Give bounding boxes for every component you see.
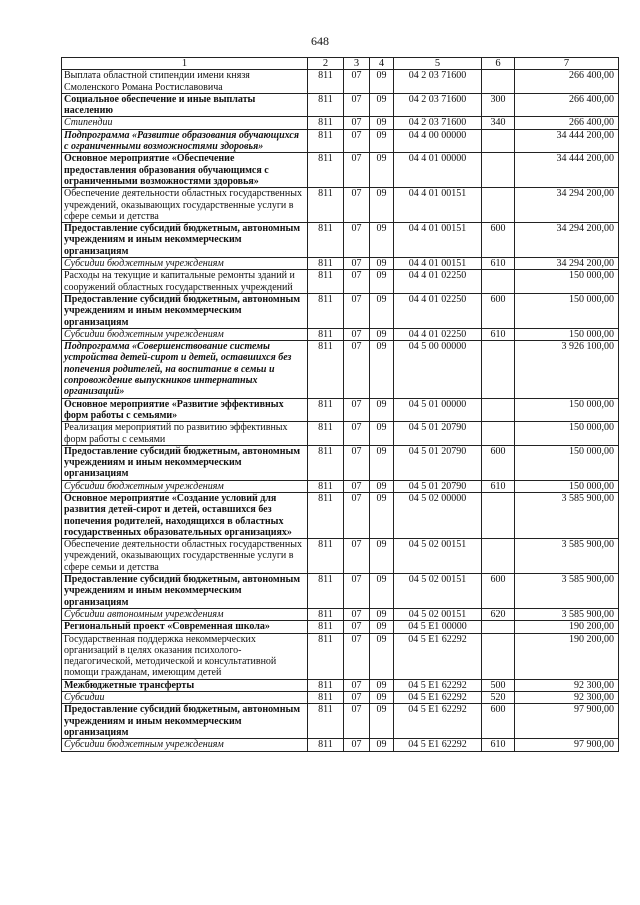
col-subsection: 09 bbox=[370, 328, 394, 340]
col-section: 07 bbox=[344, 117, 370, 129]
col-expense-type: 500 bbox=[482, 679, 515, 691]
col-section: 07 bbox=[344, 704, 370, 739]
col-subsection: 09 bbox=[370, 398, 394, 422]
table-row bbox=[62, 692, 619, 704]
col-amount: 190 200,00 bbox=[515, 621, 619, 633]
col-subsection: 09 bbox=[370, 93, 394, 117]
col-target-article: 04 5 02 00151 bbox=[394, 574, 482, 609]
col-subsection: 09 bbox=[370, 608, 394, 620]
col-expense-type: 600 bbox=[482, 704, 515, 739]
col-expense-type: 600 bbox=[482, 223, 515, 258]
col-expense-type: 610 bbox=[482, 480, 515, 492]
row-name: Предоставление субсидий бюджетным, автономным учреждениям и иным некоммерческим организациям bbox=[62, 704, 308, 739]
col-section: 07 bbox=[344, 93, 370, 117]
table-row bbox=[62, 258, 619, 270]
col-expense-type bbox=[482, 70, 515, 94]
col-amount: 97 900,00 bbox=[515, 704, 619, 739]
col-section: 07 bbox=[344, 679, 370, 691]
table-row bbox=[62, 153, 619, 188]
col-target-article: 04 5 00 00000 bbox=[394, 341, 482, 398]
col-amount: 150 000,00 bbox=[515, 328, 619, 340]
col-admin-code: 811 bbox=[308, 692, 344, 704]
col-expense-type: 620 bbox=[482, 608, 515, 620]
col-subsection: 09 bbox=[370, 258, 394, 270]
table-row bbox=[62, 117, 619, 129]
col-admin-code: 811 bbox=[308, 739, 344, 751]
table-header-row bbox=[62, 58, 619, 70]
col-admin-code: 811 bbox=[308, 539, 344, 574]
col-admin-code: 811 bbox=[308, 445, 344, 480]
table-row bbox=[62, 608, 619, 620]
col-subsection: 09 bbox=[370, 621, 394, 633]
col-section: 07 bbox=[344, 422, 370, 446]
col-amount: 150 000,00 bbox=[515, 445, 619, 480]
col-target-article: 04 5 02 00000 bbox=[394, 492, 482, 538]
col-admin-code: 811 bbox=[308, 223, 344, 258]
col-admin-code: 811 bbox=[308, 129, 344, 153]
col-amount: 97 900,00 bbox=[515, 739, 619, 751]
table-row bbox=[62, 679, 619, 691]
col-subsection: 09 bbox=[370, 223, 394, 258]
row-name: Выплата областной стипендии имени князя Смоленского Романа Ростиславовича bbox=[62, 70, 308, 94]
table-row bbox=[62, 445, 619, 480]
col-target-article: 04 2 03 71600 bbox=[394, 117, 482, 129]
row-name: Основное мероприятие «Создание условий для развития детей-сирот и детей, оставшихся без попечения родителей, находящихся в областных государственных образовательных организациях» bbox=[62, 492, 308, 538]
col-target-article: 04 4 01 00151 bbox=[394, 258, 482, 270]
table-row bbox=[62, 621, 619, 633]
table-row bbox=[62, 341, 619, 398]
col-expense-type: 610 bbox=[482, 258, 515, 270]
col-amount: 150 000,00 bbox=[515, 293, 619, 328]
row-name: Основное мероприятие «Развитие эффективных форм работы с семьями» bbox=[62, 398, 308, 422]
col-subsection: 09 bbox=[370, 341, 394, 398]
column-header: 1 bbox=[62, 58, 308, 70]
table-row bbox=[62, 129, 619, 153]
col-amount: 150 000,00 bbox=[515, 422, 619, 446]
col-admin-code: 811 bbox=[308, 704, 344, 739]
col-section: 07 bbox=[344, 539, 370, 574]
column-header: 7 bbox=[515, 58, 619, 70]
col-subsection: 09 bbox=[370, 539, 394, 574]
col-subsection: 09 bbox=[370, 692, 394, 704]
row-name: Обеспечение деятельности областных государственных учреждений, оказывающих государственные услуги в сфере семьи и детства bbox=[62, 188, 308, 223]
col-subsection: 09 bbox=[370, 492, 394, 538]
col-target-article: 04 5 E1 00000 bbox=[394, 621, 482, 633]
col-amount: 92 300,00 bbox=[515, 679, 619, 691]
col-amount: 3 585 900,00 bbox=[515, 574, 619, 609]
col-section: 07 bbox=[344, 328, 370, 340]
col-expense-type: 300 bbox=[482, 93, 515, 117]
col-target-article: 04 2 03 71600 bbox=[394, 93, 482, 117]
col-amount: 3 585 900,00 bbox=[515, 608, 619, 620]
col-amount: 150 000,00 bbox=[515, 480, 619, 492]
col-subsection: 09 bbox=[370, 293, 394, 328]
col-target-article: 04 5 E1 62292 bbox=[394, 704, 482, 739]
col-subsection: 09 bbox=[370, 70, 394, 94]
row-name: Подпрограмма «Совершенствование системы устройства детей-сирот и детей, оставшихся без попечения родителей, на воспитание в семьи и сопровождение выпускников интернатных организаций» bbox=[62, 341, 308, 398]
row-name: Предоставление субсидий бюджетным, автономным учреждениям и иным некоммерческим организациям bbox=[62, 574, 308, 609]
table-row bbox=[62, 270, 619, 294]
col-section: 07 bbox=[344, 739, 370, 751]
col-admin-code: 811 bbox=[308, 492, 344, 538]
col-subsection: 09 bbox=[370, 679, 394, 691]
col-section: 07 bbox=[344, 270, 370, 294]
col-admin-code: 811 bbox=[308, 188, 344, 223]
col-expense-type bbox=[482, 270, 515, 294]
table-row bbox=[62, 328, 619, 340]
row-name: Реализация мероприятий по развитию эффективных форм работы с семьями bbox=[62, 422, 308, 446]
row-name: Стипендии bbox=[62, 117, 308, 129]
col-expense-type bbox=[482, 153, 515, 188]
table-row bbox=[62, 70, 619, 94]
row-name: Предоставление субсидий бюджетным, автономным учреждениям и иным некоммерческим организациям bbox=[62, 293, 308, 328]
col-section: 07 bbox=[344, 445, 370, 480]
col-expense-type bbox=[482, 492, 515, 538]
row-name: Основное мероприятие «Обеспечение предоставления образования обучающимся с ограниченными возможностями здоровья» bbox=[62, 153, 308, 188]
col-admin-code: 811 bbox=[308, 480, 344, 492]
col-section: 07 bbox=[344, 341, 370, 398]
col-subsection: 09 bbox=[370, 270, 394, 294]
col-admin-code: 811 bbox=[308, 153, 344, 188]
col-amount: 266 400,00 bbox=[515, 117, 619, 129]
col-target-article: 04 4 01 02250 bbox=[394, 270, 482, 294]
col-section: 07 bbox=[344, 492, 370, 538]
col-subsection: 09 bbox=[370, 704, 394, 739]
row-name: Субсидии бюджетным учреждениям bbox=[62, 480, 308, 492]
col-admin-code: 811 bbox=[308, 679, 344, 691]
table-row bbox=[62, 188, 619, 223]
col-amount: 92 300,00 bbox=[515, 692, 619, 704]
col-section: 07 bbox=[344, 398, 370, 422]
table-row bbox=[62, 739, 619, 751]
col-admin-code: 811 bbox=[308, 422, 344, 446]
col-subsection: 09 bbox=[370, 129, 394, 153]
col-expense-type: 600 bbox=[482, 293, 515, 328]
row-name: Расходы на текущие и капитальные ремонты зданий и сооружений областных государственных учреждений bbox=[62, 270, 308, 294]
table-row bbox=[62, 293, 619, 328]
col-target-article: 04 4 01 00151 bbox=[394, 223, 482, 258]
row-name: Обеспечение деятельности областных государственных учреждений, оказывающих государственные услуги в сфере семьи и детства bbox=[62, 539, 308, 574]
table-row bbox=[62, 704, 619, 739]
column-header: 5 bbox=[394, 58, 482, 70]
table-row bbox=[62, 398, 619, 422]
col-target-article: 04 4 00 00000 bbox=[394, 129, 482, 153]
col-expense-type bbox=[482, 129, 515, 153]
col-expense-type bbox=[482, 621, 515, 633]
table-row bbox=[62, 633, 619, 679]
col-subsection: 09 bbox=[370, 633, 394, 679]
row-name: Субсидии bbox=[62, 692, 308, 704]
col-section: 07 bbox=[344, 188, 370, 223]
col-amount: 190 200,00 bbox=[515, 633, 619, 679]
col-target-article: 04 4 01 02250 bbox=[394, 328, 482, 340]
col-amount: 150 000,00 bbox=[515, 398, 619, 422]
col-admin-code: 811 bbox=[308, 608, 344, 620]
col-admin-code: 811 bbox=[308, 293, 344, 328]
col-subsection: 09 bbox=[370, 445, 394, 480]
row-name: Региональный проект «Современная школа» bbox=[62, 621, 308, 633]
column-header: 4 bbox=[370, 58, 394, 70]
row-name: Субсидии автономным учреждениям bbox=[62, 608, 308, 620]
col-target-article: 04 2 03 71600 bbox=[394, 70, 482, 94]
col-amount: 34 444 200,00 bbox=[515, 153, 619, 188]
col-target-article: 04 5 01 20790 bbox=[394, 422, 482, 446]
col-target-article: 04 5 02 00151 bbox=[394, 539, 482, 574]
col-section: 07 bbox=[344, 692, 370, 704]
col-expense-type bbox=[482, 539, 515, 574]
column-header: 2 bbox=[308, 58, 344, 70]
table-row bbox=[62, 480, 619, 492]
table-row bbox=[62, 422, 619, 446]
col-expense-type: 610 bbox=[482, 328, 515, 340]
col-section: 07 bbox=[344, 608, 370, 620]
col-amount: 34 444 200,00 bbox=[515, 129, 619, 153]
row-name: Государственная поддержка некоммерческих организаций в целях оказания психолого-педагогической, методической и консультативной помощи гражданам, имеющим детей bbox=[62, 633, 308, 679]
table-row bbox=[62, 574, 619, 609]
col-target-article: 04 4 01 02250 bbox=[394, 293, 482, 328]
col-expense-type bbox=[482, 422, 515, 446]
col-section: 07 bbox=[344, 70, 370, 94]
col-expense-type bbox=[482, 633, 515, 679]
column-header: 6 bbox=[482, 58, 515, 70]
budget-table bbox=[61, 57, 619, 752]
row-name: Социальное обеспечение и иные выплаты населению bbox=[62, 93, 308, 117]
col-admin-code: 811 bbox=[308, 70, 344, 94]
col-subsection: 09 bbox=[370, 574, 394, 609]
col-admin-code: 811 bbox=[308, 621, 344, 633]
col-target-article: 04 5 E1 62292 bbox=[394, 692, 482, 704]
col-section: 07 bbox=[344, 223, 370, 258]
col-subsection: 09 bbox=[370, 739, 394, 751]
col-target-article: 04 5 01 00000 bbox=[394, 398, 482, 422]
col-section: 07 bbox=[344, 258, 370, 270]
col-admin-code: 811 bbox=[308, 328, 344, 340]
col-admin-code: 811 bbox=[308, 633, 344, 679]
col-amount: 34 294 200,00 bbox=[515, 188, 619, 223]
row-name: Субсидии бюджетным учреждениям bbox=[62, 258, 308, 270]
col-target-article: 04 4 01 00000 bbox=[394, 153, 482, 188]
col-subsection: 09 bbox=[370, 153, 394, 188]
col-amount: 266 400,00 bbox=[515, 93, 619, 117]
col-amount: 266 400,00 bbox=[515, 70, 619, 94]
col-admin-code: 811 bbox=[308, 341, 344, 398]
col-target-article: 04 4 01 00151 bbox=[394, 188, 482, 223]
col-target-article: 04 5 01 20790 bbox=[394, 445, 482, 480]
col-expense-type: 600 bbox=[482, 574, 515, 609]
col-target-article: 04 5 02 00151 bbox=[394, 608, 482, 620]
table-row bbox=[62, 223, 619, 258]
col-expense-type: 340 bbox=[482, 117, 515, 129]
col-section: 07 bbox=[344, 621, 370, 633]
col-admin-code: 811 bbox=[308, 270, 344, 294]
col-expense-type: 520 bbox=[482, 692, 515, 704]
page-number: 648 bbox=[311, 34, 329, 48]
col-expense-type bbox=[482, 188, 515, 223]
column-header: 3 bbox=[344, 58, 370, 70]
table-row bbox=[62, 539, 619, 574]
row-name: Субсидии бюджетным учреждениям bbox=[62, 739, 308, 751]
col-expense-type: 600 bbox=[482, 445, 515, 480]
col-expense-type: 610 bbox=[482, 739, 515, 751]
col-subsection: 09 bbox=[370, 188, 394, 223]
col-target-article: 04 5 E1 62292 bbox=[394, 633, 482, 679]
row-name: Субсидии бюджетным учреждениям bbox=[62, 328, 308, 340]
col-subsection: 09 bbox=[370, 422, 394, 446]
col-target-article: 04 5 E1 62292 bbox=[394, 739, 482, 751]
col-subsection: 09 bbox=[370, 480, 394, 492]
col-admin-code: 811 bbox=[308, 574, 344, 609]
col-expense-type bbox=[482, 341, 515, 398]
col-admin-code: 811 bbox=[308, 93, 344, 117]
col-amount: 34 294 200,00 bbox=[515, 223, 619, 258]
col-section: 07 bbox=[344, 633, 370, 679]
col-amount: 3 585 900,00 bbox=[515, 539, 619, 574]
row-name: Межбюджетные трансферты bbox=[62, 679, 308, 691]
table-row bbox=[62, 492, 619, 538]
col-amount: 150 000,00 bbox=[515, 270, 619, 294]
col-amount: 34 294 200,00 bbox=[515, 258, 619, 270]
row-name: Предоставление субсидий бюджетным, автономным учреждениям и иным некоммерческим организациям bbox=[62, 445, 308, 480]
col-subsection: 09 bbox=[370, 117, 394, 129]
row-name: Предоставление субсидий бюджетным, автономным учреждениям и иным некоммерческим организациям bbox=[62, 223, 308, 258]
col-amount: 3 585 900,00 bbox=[515, 492, 619, 538]
col-section: 07 bbox=[344, 129, 370, 153]
row-name: Подпрограмма «Развитие образования обучающихся с ограниченными возможностями здоровья» bbox=[62, 129, 308, 153]
col-admin-code: 811 bbox=[308, 117, 344, 129]
col-target-article: 04 5 E1 62292 bbox=[394, 679, 482, 691]
col-section: 07 bbox=[344, 480, 370, 492]
col-target-article: 04 5 01 20790 bbox=[394, 480, 482, 492]
col-section: 07 bbox=[344, 293, 370, 328]
col-expense-type bbox=[482, 398, 515, 422]
col-admin-code: 811 bbox=[308, 398, 344, 422]
col-admin-code: 811 bbox=[308, 258, 344, 270]
col-section: 07 bbox=[344, 574, 370, 609]
col-amount: 3 926 100,00 bbox=[515, 341, 619, 398]
table-row bbox=[62, 93, 619, 117]
col-section: 07 bbox=[344, 153, 370, 188]
